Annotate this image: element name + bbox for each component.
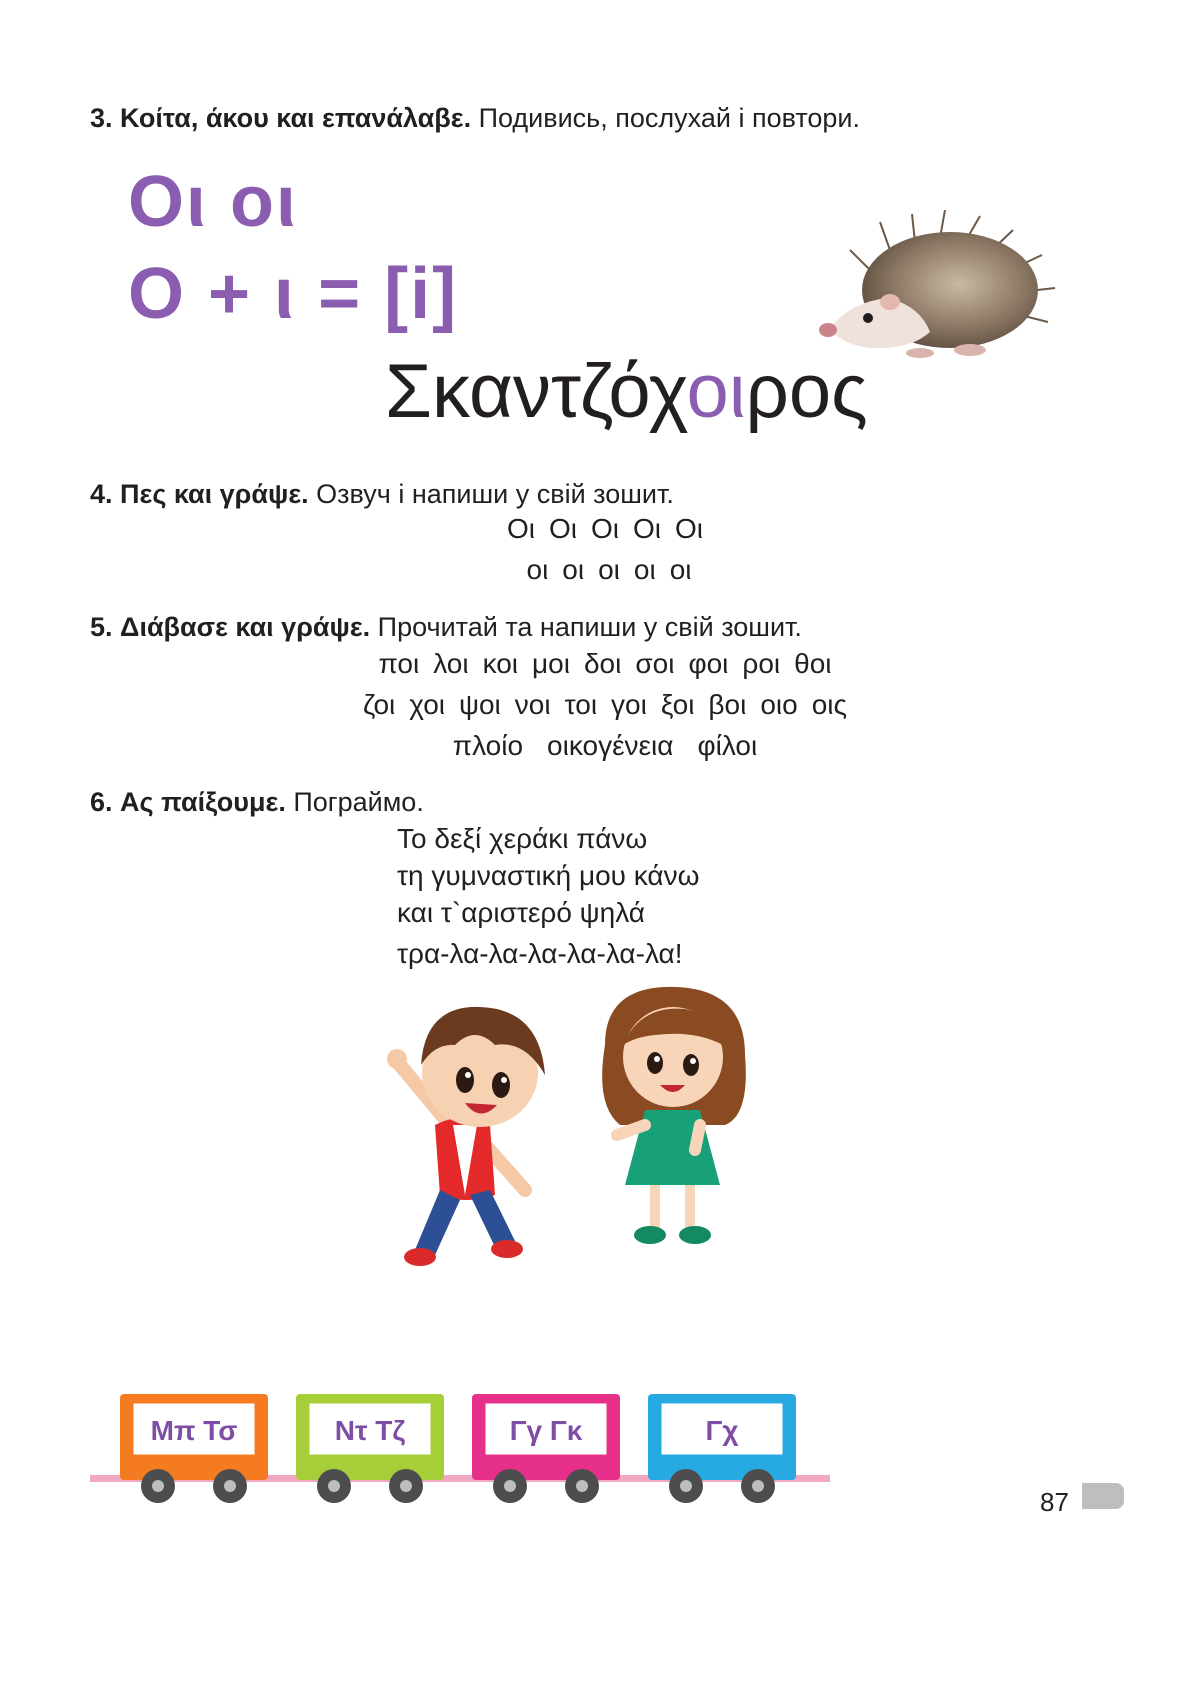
train-wagon: [120, 1394, 268, 1503]
wheel-hub: [224, 1480, 236, 1492]
exercise-title: Ας παίξουμε.: [120, 787, 286, 817]
syllable: βοι: [708, 689, 747, 720]
exercise-translation: Подивись, послухай і повтори.: [478, 103, 861, 133]
poem-line: τη γυμναστική μου κάνω: [397, 860, 700, 891]
syllable: οις: [811, 689, 847, 720]
poem: [397, 820, 699, 972]
page-tab-marker: [1082, 1483, 1124, 1509]
word: πλοίο: [452, 730, 524, 761]
exercise-title: Κοίτα, άκου και επανάλαβε.: [120, 103, 472, 133]
exercise-number: 4.: [90, 479, 113, 509]
syllable: Οι: [507, 513, 535, 544]
exercise-5-row-1: [0, 647, 1190, 681]
keyword-part-1: Σκαντζόχ: [385, 349, 687, 434]
wagon-label: Ντ Τζ: [334, 1415, 406, 1446]
page-number: 87: [1040, 1487, 1069, 1517]
wheel-hub: [152, 1480, 164, 1492]
exercise-4-heading: [90, 477, 674, 511]
syllable: Οι: [591, 513, 619, 544]
exercise-number: 3.: [90, 103, 113, 133]
syllable: οι: [598, 554, 620, 585]
word: φίλοι: [697, 730, 758, 761]
syllable: ζοι: [363, 689, 396, 720]
exercise-4-upper-row: [0, 512, 1190, 546]
train-wagon: [472, 1394, 620, 1503]
letter-rule: Ο + ι = [i]: [128, 254, 459, 334]
wagon-label: Γχ: [705, 1415, 739, 1446]
syllable: σοι: [635, 648, 675, 679]
syllable: δοι: [583, 648, 622, 679]
exercise-title: Διάβασε και γράψε.: [120, 612, 371, 642]
wheel-hub: [680, 1480, 692, 1492]
wheel-hub: [504, 1480, 516, 1492]
syllable: θοι: [794, 648, 832, 679]
syllable: γοι: [611, 689, 647, 720]
poem-line: τρα-λα-λα-λα-λα-λα-λα!: [397, 938, 683, 969]
letter-pair: Οι οι: [128, 162, 298, 242]
girl-figure: [602, 987, 746, 1244]
exercise-5-row-3: [0, 729, 1190, 763]
syllable: οι: [526, 554, 549, 585]
wheel-hub: [400, 1480, 412, 1492]
syllable: οι: [669, 554, 692, 585]
syllable: οιο: [760, 689, 798, 720]
exercise-4-lower-row: [0, 553, 1190, 587]
exercise-translation: Озвуч і напиши у свій зошит.: [316, 479, 674, 509]
exercise-6-heading: [90, 785, 424, 819]
train-wagon: [296, 1394, 444, 1503]
syllable: φοι: [688, 648, 729, 679]
syllable: ξοι: [660, 689, 695, 720]
poem-line: Το δεξί χεράκι πάνω: [397, 823, 648, 854]
exercise-translation: Пограймо.: [293, 787, 424, 817]
wagon-label: Γγ Γκ: [509, 1415, 583, 1446]
syllable: Οι: [675, 513, 703, 544]
syllable: οι: [633, 554, 656, 585]
wheel-hub: [752, 1480, 764, 1492]
hedgehog-illustration: [810, 210, 1070, 370]
syllable: τοι: [564, 689, 598, 720]
dancing-children-illustration: [355, 985, 815, 1285]
syllable: χοι: [409, 689, 446, 720]
keyword-part-2: ρος: [745, 349, 868, 434]
syllable: κοι: [482, 648, 519, 679]
wheel-hub: [576, 1480, 588, 1492]
exercise-title: Πες και γράψε.: [120, 479, 309, 509]
wheel-hub: [328, 1480, 340, 1492]
syllable: μοι: [532, 648, 570, 679]
syllable: οι: [562, 554, 585, 585]
train-wagon: [648, 1394, 796, 1503]
wagon-label: Μπ Τσ: [150, 1415, 238, 1446]
syllable: Οι: [549, 513, 577, 544]
syllable: λοι: [433, 648, 469, 679]
syllable: νοι: [514, 689, 551, 720]
syllable: ποι: [378, 648, 420, 679]
exercise-5-row-2: [0, 688, 1190, 722]
keyword-highlight: οι: [686, 349, 746, 434]
syllable: ροι: [742, 648, 781, 679]
exercise-number: 5.: [90, 612, 113, 642]
keyword-hedgehog: [385, 350, 868, 434]
exercise-number: 6.: [90, 787, 113, 817]
alphabet-train: [90, 1390, 830, 1515]
boy-figure: [387, 1007, 545, 1266]
exercise-translation: Прочитай та напиши у свій зошит.: [377, 612, 802, 642]
poem-line: και τ`αριστερό ψηλά: [397, 897, 645, 928]
word: οικογένεια: [547, 730, 674, 761]
exercise-5-heading: [90, 610, 802, 644]
syllable: Οι: [633, 513, 661, 544]
exercise-3-heading: [90, 101, 860, 135]
syllable: ψοι: [459, 689, 501, 720]
